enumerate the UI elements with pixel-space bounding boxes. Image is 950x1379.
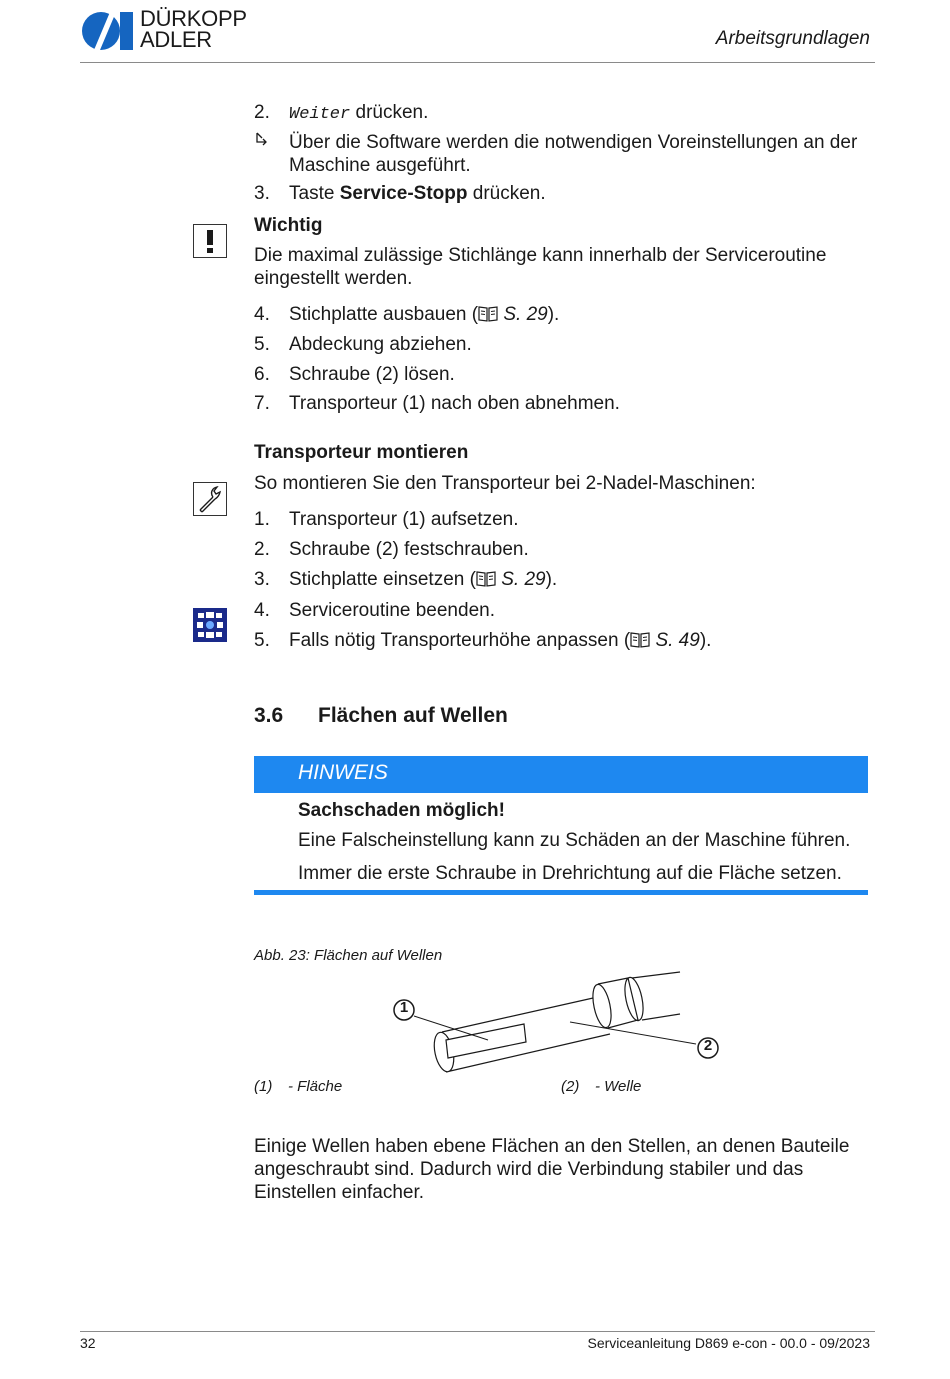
legend-label: - Welle (595, 1078, 642, 1095)
step-number: 3. (254, 183, 270, 204)
step-number: 4. (254, 304, 270, 325)
notice-heading: Sachschaden möglich! (298, 800, 505, 821)
important-text: Die maximal zulässige Stichlänge kann innerhalb der Serviceroutine eingestellt werden. (254, 245, 827, 289)
brand-line-1: DÜRKOPP (140, 6, 247, 31)
callout-1: 1 (399, 999, 409, 1016)
notice-label: HINWEIS (298, 761, 388, 784)
step-number: 5. (254, 630, 270, 651)
notice-banner (254, 756, 868, 793)
step-result: Über die Software werden die notwendigen Voreinstellungen an der Maschine ausgeführt. (289, 132, 858, 176)
step-number: 2. (254, 539, 270, 560)
step-item: Serviceroutine beenden. (289, 600, 495, 621)
subsection-title: Transporteur montieren (254, 442, 469, 463)
brand-logo-icon (80, 8, 136, 54)
step-text: ). (547, 304, 560, 325)
step-text: Falls nötig Transporteurhöhe anpassen ( (289, 630, 631, 651)
section-title: Flächen auf Wellen (318, 704, 508, 727)
shaft-illustration (380, 968, 740, 1080)
step-number: 6. (254, 364, 270, 385)
step-number: 2. (254, 102, 270, 123)
step-text: Stichplatte einsetzen ( (289, 569, 476, 590)
notice-bottom-rule (254, 890, 868, 895)
step-number: 7. (254, 393, 270, 414)
step-text: drücken. (350, 102, 429, 123)
button-name: Service-Stopp (339, 183, 468, 204)
softkey-label: Weiter (289, 105, 351, 124)
step-number: 1. (254, 509, 270, 530)
step-number: 3. (254, 569, 270, 590)
step-item: Abdeckung abziehen. (289, 334, 472, 355)
footer-divider (80, 1331, 875, 1332)
legend-number: (2) (561, 1078, 580, 1095)
brand-logo (80, 8, 270, 54)
control-panel-icon (193, 608, 227, 642)
step-item (289, 182, 869, 205)
book-icon (476, 570, 496, 587)
step-item (289, 101, 869, 126)
step-item (289, 303, 869, 326)
section-number: 3.6 (254, 704, 284, 727)
step-item: Schraube (2) lösen. (289, 364, 455, 385)
important-title: Wichtig (254, 215, 323, 236)
notice-instruction: Immer die erste Schraube in Drehrichtung auf die Fläche setzen. (298, 863, 842, 884)
important-icon (193, 224, 227, 258)
chapter-title: Arbeitsgrundlagen (715, 28, 870, 49)
step-text: ). (545, 569, 558, 590)
brand-line-2: ADLER (140, 27, 212, 52)
header-divider (80, 62, 875, 63)
step-item (289, 568, 869, 591)
step-item: Schraube (2) festschrauben. (289, 539, 529, 560)
page-reference[interactable]: S. 29 (501, 569, 546, 590)
step-text: ). (699, 630, 712, 651)
brand-name (140, 8, 247, 50)
step-text: Stichplatte ausbauen ( (289, 304, 479, 325)
step-item: Transporteur (1) nach oben abnehmen. (289, 393, 620, 414)
legend-label: - Fläche (288, 1078, 343, 1095)
step-number: 4. (254, 600, 270, 621)
page-reference[interactable]: S. 29 (503, 304, 548, 325)
figure-caption: Abb. 23: Flächen auf Wellen (254, 947, 443, 964)
callout-2: 2 (703, 1037, 713, 1054)
subsection-intro: So montieren Sie den Transporteur bei 2-Nadel-Maschinen: (254, 473, 756, 494)
step-text: Taste (289, 183, 340, 204)
body-paragraph: Einige Wellen haben ebene Flächen an den Stellen, an denen Bauteile angeschraubt sind. Dadurch wird die Verbindung stabiler und das Einstellen einfacher. (254, 1136, 850, 1203)
step-item: Transporteur (1) aufsetzen. (289, 509, 519, 530)
book-icon (478, 305, 498, 322)
step-text: drücken. (467, 183, 546, 204)
book-icon (630, 631, 650, 648)
document-id: Serviceanleitung D869 e-con - 00.0 - 09/2023 (587, 1335, 870, 1351)
arrow-result-icon (254, 131, 270, 155)
notice-text: Eine Falscheinstellung kann zu Schäden an der Maschine führen. (298, 830, 851, 851)
page-number: 32 (80, 1335, 96, 1351)
step-item (289, 629, 869, 652)
legend-number: (1) (254, 1078, 273, 1095)
wrench-icon (193, 482, 227, 516)
step-number: 5. (254, 334, 270, 355)
page-reference[interactable]: S. 49 (655, 630, 700, 651)
